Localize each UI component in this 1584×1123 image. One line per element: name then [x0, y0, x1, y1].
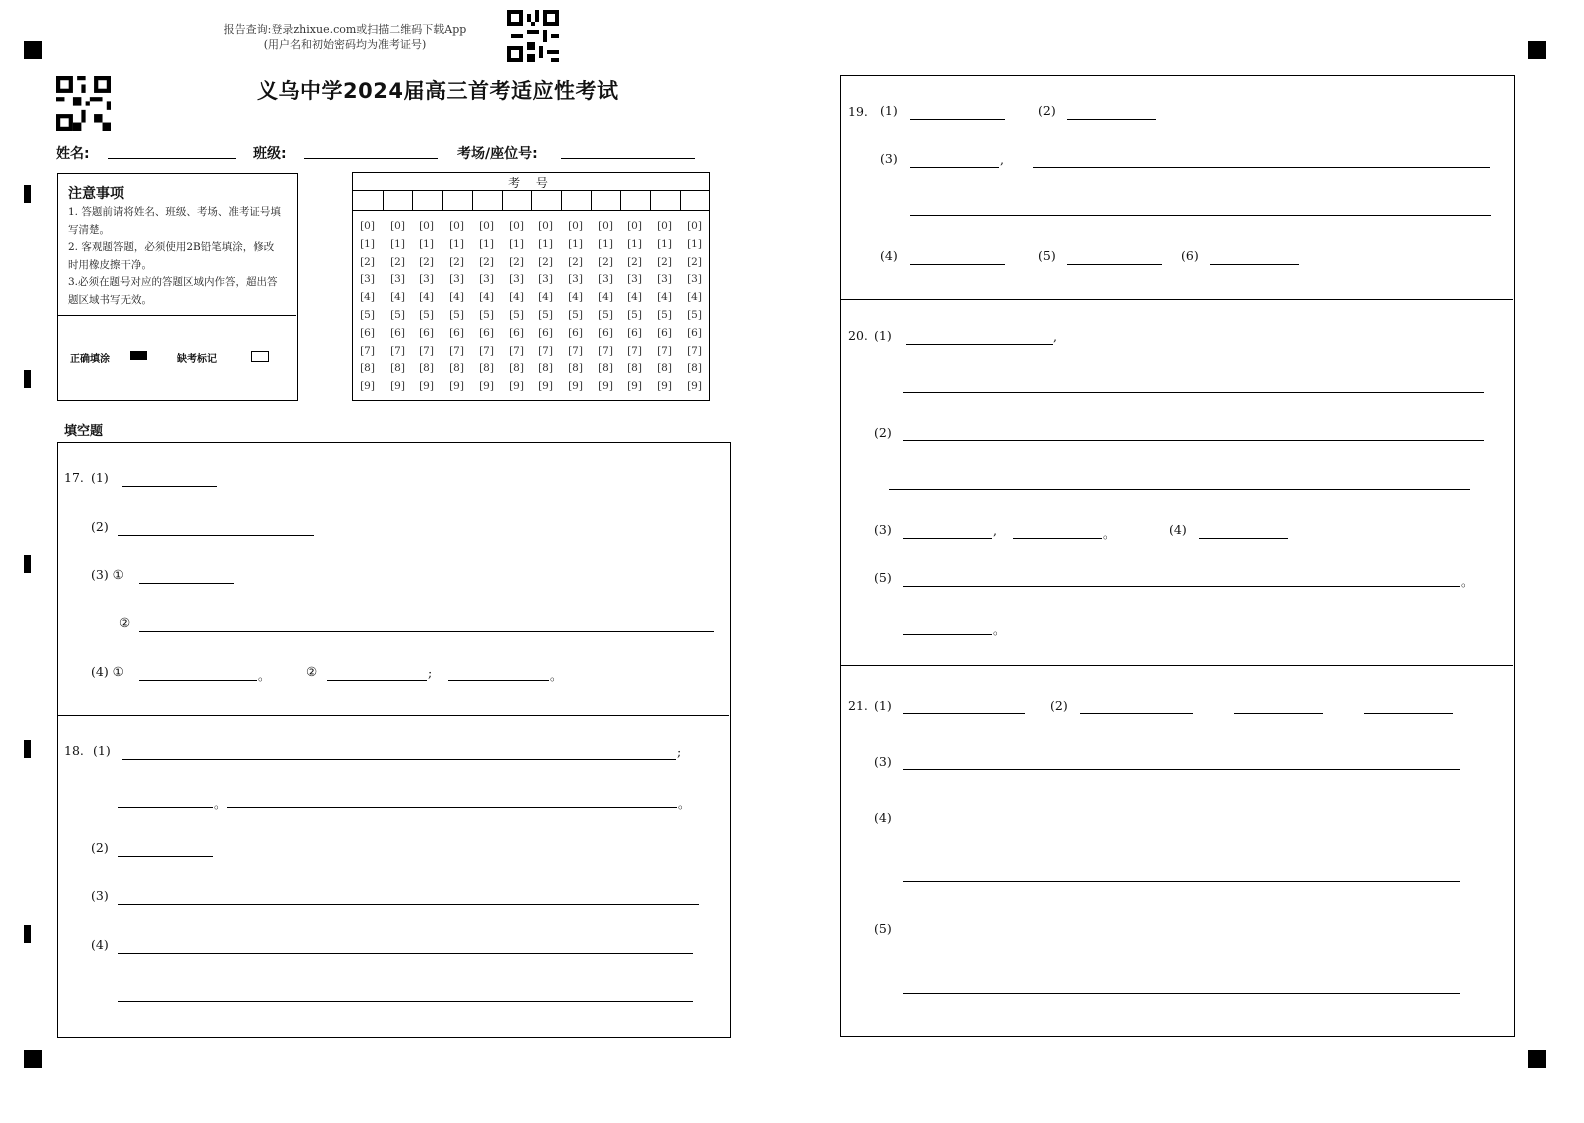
digit-bubble[interactable]: [2] [509, 255, 524, 268]
timing-mark [24, 370, 31, 388]
grid-column-divider [620, 190, 621, 210]
digit-bubble[interactable]: [4] [538, 291, 553, 304]
digit-bubble[interactable]: [9] [479, 380, 494, 393]
section-label: 填空题 [64, 424, 104, 439]
digit-bubble[interactable]: [1] [657, 237, 672, 250]
exam-number-column [412, 218, 441, 396]
period-mark: 。 [258, 668, 271, 683]
digit-bubble[interactable]: [6] [360, 326, 375, 339]
digit-bubble[interactable]: [3] [390, 273, 405, 286]
q18-number: 18. [64, 743, 84, 758]
q17-part3b-blank[interactable] [139, 631, 714, 632]
digit-bubble[interactable]: [9] [509, 380, 524, 393]
q21-part3-label: (3) [874, 754, 892, 769]
qr-code-student [56, 76, 111, 131]
comma-mark: , [1053, 329, 1057, 344]
digit-bubble[interactable]: [7] [479, 344, 494, 357]
digit-bubble[interactable]: [1] [390, 237, 405, 250]
q19-part6-blank[interactable] [1210, 264, 1299, 265]
digit-bubble[interactable]: [2] [627, 255, 642, 268]
digit-bubble[interactable]: [5] [360, 308, 375, 321]
digit-bubble[interactable]: [1] [627, 237, 642, 250]
report-query-line2: (用户名和初始密码均为准考证号) [263, 38, 427, 51]
timing-mark [24, 185, 31, 203]
correct-fill-sample [130, 351, 147, 360]
timing-mark [24, 925, 31, 943]
digit-bubble[interactable]: [8] [627, 362, 642, 375]
timing-mark [24, 555, 31, 573]
digit-bubble[interactable]: [6] [598, 326, 613, 339]
q21-part5-label: (5) [874, 921, 892, 936]
q20-part2-label: (2) [874, 425, 892, 440]
name-label: 姓名: [56, 146, 90, 162]
grid-column-divider [591, 190, 592, 210]
digit-bubble[interactable]: [6] [657, 326, 672, 339]
digit-bubble[interactable]: [0] [657, 220, 672, 232]
digit-bubble[interactable]: [5] [657, 308, 672, 321]
timing-mark [24, 740, 31, 758]
q19-part2-blank[interactable] [1067, 119, 1156, 120]
digit-bubble[interactable]: [7] [568, 344, 583, 357]
semicolon-mark: ; [677, 744, 682, 759]
q18-part2-blank[interactable] [118, 856, 213, 857]
q20-part4-label: (4) [1169, 522, 1187, 537]
notice-title: 注意事项 [68, 186, 124, 202]
digit-bubble[interactable]: [8] [538, 362, 553, 375]
absent-mark-label: 缺考标记 [177, 354, 217, 365]
digit-bubble[interactable]: [7] [390, 344, 405, 357]
digit-bubble[interactable]: [7] [509, 344, 524, 357]
absent-mark-checkbox[interactable] [251, 351, 269, 362]
q19-part1-blank[interactable] [910, 119, 1005, 120]
q21-part3-blank[interactable] [903, 769, 1460, 770]
digit-bubble[interactable]: [1] [509, 237, 524, 250]
grid-column-divider [650, 190, 651, 210]
grid-column-divider [442, 190, 443, 210]
digit-bubble[interactable]: [6] [568, 326, 583, 339]
digit-bubble[interactable]: [5] [449, 308, 464, 321]
digit-bubble[interactable]: [4] [509, 291, 524, 304]
digit-bubble[interactable]: [4] [479, 291, 494, 304]
registration-mark-top-left [24, 41, 42, 59]
digit-bubble[interactable]: [0] [479, 220, 494, 232]
digit-bubble[interactable]: [9] [449, 380, 464, 393]
grid-divider [353, 210, 709, 211]
q19-part2-label: (2) [1038, 103, 1056, 118]
exam-number-column [591, 218, 620, 396]
q20-part3-label: (3) [874, 522, 892, 537]
q21-part2-label: (2) [1050, 698, 1068, 713]
period-mark: 。 [1103, 526, 1116, 541]
digit-bubble[interactable]: [8] [390, 362, 405, 375]
q18-part3-blank[interactable] [118, 904, 699, 905]
name-field[interactable] [108, 158, 236, 159]
digit-bubble[interactable]: [2] [598, 255, 613, 268]
q17-part3b-label: ② [119, 615, 131, 630]
q20-part3b-blank[interactable] [1013, 538, 1102, 539]
digit-bubble[interactable]: [3] [687, 273, 702, 286]
grid-column-divider [383, 190, 384, 210]
digit-bubble[interactable]: [1] [538, 237, 553, 250]
comma-mark: , [1000, 152, 1004, 167]
digit-bubble[interactable]: [8] [449, 362, 464, 375]
q20-part4-blank[interactable] [1199, 538, 1288, 539]
q18-part2-label: (2) [91, 840, 109, 855]
digit-bubble[interactable]: [8] [479, 362, 494, 375]
room-seat-field[interactable] [561, 158, 695, 159]
q20-q21-divider [841, 665, 1513, 666]
digit-bubble[interactable]: [4] [360, 291, 375, 304]
digit-bubble[interactable]: [6] [449, 326, 464, 339]
q20-number: 20. [848, 328, 868, 343]
q19-part6-label: (6) [1181, 248, 1199, 263]
digit-bubble[interactable]: [3] [627, 273, 642, 286]
q21-part2c-blank[interactable] [1364, 713, 1453, 714]
q17-part4b-label: ② [306, 664, 318, 679]
q17-part3a-blank[interactable] [139, 583, 234, 584]
digit-bubble[interactable]: [9] [627, 380, 642, 393]
q17-part2-label: (2) [91, 519, 109, 534]
digit-bubble[interactable]: [4] [390, 291, 405, 304]
digit-bubble[interactable]: [1] [687, 237, 702, 250]
digit-bubble[interactable]: [2] [538, 255, 553, 268]
grid-column-divider [561, 190, 562, 210]
notice-divider [58, 315, 296, 316]
digit-bubble[interactable]: [8] [419, 362, 434, 375]
exam-number-column [531, 218, 560, 396]
digit-bubble[interactable]: [9] [598, 380, 613, 393]
digit-bubble[interactable]: [9] [419, 380, 434, 393]
digit-bubble[interactable]: [2] [568, 255, 583, 268]
exam-number-column [680, 218, 709, 396]
digit-bubble[interactable]: [4] [419, 291, 434, 304]
digit-bubble[interactable]: [8] [598, 362, 613, 375]
digit-bubble[interactable]: [2] [479, 255, 494, 268]
grid-column-divider [680, 190, 681, 210]
registration-mark-top-right [1528, 41, 1546, 59]
digit-bubble[interactable]: [6] [538, 326, 553, 339]
q21-part1-blank[interactable] [903, 713, 1025, 714]
digit-bubble[interactable]: [3] [449, 273, 464, 286]
digit-bubble[interactable]: [4] [449, 291, 464, 304]
q21-number: 21. [848, 698, 868, 713]
digit-bubble[interactable]: [9] [360, 380, 375, 393]
q20-part3a-blank[interactable] [903, 538, 992, 539]
q18-part1b-blank[interactable] [118, 807, 213, 808]
exam-number-column [561, 218, 590, 396]
digit-bubble[interactable]: [1] [598, 237, 613, 250]
grid-column-divider [502, 190, 503, 210]
exam-number-column [353, 218, 382, 396]
exam-number-grid [352, 172, 710, 401]
q18-part3-label: (3) [91, 888, 109, 903]
digit-bubble[interactable]: [7] [598, 344, 613, 357]
digit-bubble[interactable]: [1] [360, 237, 375, 250]
q20-part1b-blank[interactable] [903, 392, 1484, 393]
digit-bubble[interactable]: [2] [360, 255, 375, 268]
digit-bubble[interactable]: [0] [509, 220, 524, 232]
digit-bubble[interactable]: [4] [687, 291, 702, 304]
q19-part4-label: (4) [880, 248, 898, 263]
period-mark: 。 [1461, 574, 1474, 589]
notice-item: 1. 答题前请将姓名、班级、考场、准考证号填写清楚。 [68, 206, 281, 236]
digit-bubble[interactable]: [0] [419, 220, 434, 232]
digit-bubble[interactable]: [6] [687, 326, 702, 339]
digit-bubble[interactable]: [2] [390, 255, 405, 268]
digit-bubble[interactable]: [6] [627, 326, 642, 339]
digit-bubble[interactable]: [4] [627, 291, 642, 304]
digit-bubble[interactable]: [5] [687, 308, 702, 321]
q17-part2-blank[interactable] [118, 535, 314, 536]
digit-bubble[interactable]: [5] [627, 308, 642, 321]
digit-bubble[interactable]: [0] [627, 220, 642, 232]
q19-part3-label: (3) [880, 151, 898, 166]
q19-part3c-blank[interactable] [910, 215, 1491, 216]
q20-part5b-blank[interactable] [903, 634, 992, 635]
digit-bubble[interactable]: [8] [657, 362, 672, 375]
registration-mark-bottom-left [24, 1050, 42, 1068]
digit-bubble[interactable]: [9] [657, 380, 672, 393]
report-query-note [200, 22, 490, 52]
digit-bubble[interactable]: [2] [449, 255, 464, 268]
digit-bubble[interactable]: [1] [479, 237, 494, 250]
digit-bubble[interactable]: [1] [449, 237, 464, 250]
digit-bubble[interactable]: [9] [568, 380, 583, 393]
digit-bubble[interactable]: [1] [568, 237, 583, 250]
digit-bubble[interactable]: [6] [509, 326, 524, 339]
correct-fill-label: 正确填涂 [70, 354, 110, 365]
exam-number-column [620, 218, 649, 396]
q17-part4b-blank[interactable] [327, 680, 427, 681]
q20-part5-label: (5) [874, 570, 892, 585]
q21-part2b-blank[interactable] [1234, 713, 1323, 714]
page-title: 义乌中学2024届高三首考适应性考试 [257, 79, 619, 103]
digit-bubble[interactable]: [5] [598, 308, 613, 321]
exam-number-column [650, 218, 679, 396]
qr-code-download-app[interactable] [507, 10, 559, 62]
digit-bubble[interactable]: [8] [568, 362, 583, 375]
digit-bubble[interactable]: [6] [479, 326, 494, 339]
digit-bubble[interactable]: [7] [538, 344, 553, 357]
digit-bubble[interactable]: [5] [390, 308, 405, 321]
q21-part2a-blank[interactable] [1080, 713, 1193, 714]
q19-part5-blank[interactable] [1067, 264, 1162, 265]
q20-part5a-blank[interactable] [903, 586, 1460, 587]
digit-bubble[interactable]: [1] [419, 237, 434, 250]
q20-part1a-blank[interactable] [906, 344, 1053, 345]
digit-bubble[interactable]: [7] [449, 344, 464, 357]
digit-bubble[interactable]: [3] [598, 273, 613, 286]
q19-part5-label: (5) [1038, 248, 1056, 263]
digit-bubble[interactable]: [5] [419, 308, 434, 321]
class-label: 班级: [253, 146, 287, 162]
digit-bubble[interactable]: [5] [479, 308, 494, 321]
q17-part4a-blank[interactable] [139, 680, 257, 681]
digit-bubble[interactable]: [0] [568, 220, 583, 232]
period-mark: 。 [214, 796, 227, 811]
digit-bubble[interactable]: [9] [390, 380, 405, 393]
digit-bubble[interactable]: [0] [598, 220, 613, 232]
q21-part1-label: (1) [874, 698, 892, 713]
digit-bubble[interactable]: [4] [568, 291, 583, 304]
digit-bubble[interactable]: [0] [390, 220, 405, 232]
q20-part1-label: (1) [874, 328, 892, 343]
digit-bubble[interactable]: [2] [419, 255, 434, 268]
room-seat-label: 考场/座位号: [457, 146, 538, 162]
digit-bubble[interactable]: [2] [687, 255, 702, 268]
q18-part1c-blank[interactable] [227, 807, 677, 808]
digit-bubble[interactable]: [7] [627, 344, 642, 357]
q19-part3a-blank[interactable] [910, 167, 999, 168]
notice-box [57, 173, 298, 401]
q18-part4a-blank[interactable] [118, 953, 693, 954]
grid-column-divider [472, 190, 473, 210]
digit-bubble[interactable]: [9] [538, 380, 553, 393]
digit-bubble[interactable]: [0] [538, 220, 553, 232]
digit-bubble[interactable]: [6] [390, 326, 405, 339]
q18-part1-label: (1) [93, 743, 111, 758]
digit-bubble[interactable]: [5] [568, 308, 583, 321]
q21-part4-blank[interactable] [903, 881, 1460, 882]
digit-bubble[interactable]: [3] [479, 273, 494, 286]
digit-bubble[interactable]: [3] [568, 273, 583, 286]
q17-number: 17. [64, 470, 84, 485]
q17-part3-label: (3) ① [91, 567, 124, 582]
q17-part4c-blank[interactable] [448, 680, 549, 681]
notice-item: 2. 客观题答题，必须使用2B铅笔填涂，修改时用橡皮擦干净。 [68, 241, 275, 271]
q21-part5-blank[interactable] [903, 993, 1460, 994]
exam-number-column [502, 218, 531, 396]
digit-bubble[interactable]: [7] [687, 344, 702, 357]
exam-number-column [472, 218, 501, 396]
q17-part1-blank[interactable] [122, 486, 217, 487]
period-mark: 。 [678, 796, 691, 811]
q19-part1-label: (1) [880, 103, 898, 118]
q20-part2a-blank[interactable] [903, 440, 1484, 441]
digit-bubble[interactable]: [3] [657, 273, 672, 286]
notice-item: 3.必须在题号对应的答题区域内作答，超出答题区域书写无效。 [68, 276, 278, 306]
q18-part4b-blank[interactable] [118, 1001, 693, 1002]
period-mark: 。 [550, 668, 563, 683]
q21-part4-label: (4) [874, 810, 892, 825]
registration-mark-bottom-right [1528, 1050, 1546, 1068]
digit-bubble[interactable]: [0] [360, 220, 375, 232]
exam-number-column [442, 218, 471, 396]
q19-part4-blank[interactable] [910, 264, 1005, 265]
digit-bubble[interactable]: [7] [657, 344, 672, 357]
digit-bubble[interactable]: [0] [687, 220, 702, 232]
period-mark: 。 [993, 622, 1006, 637]
report-query-line1: 报告查询:登录zhixue.com或扫描二维码下载App [223, 23, 467, 36]
grid-column-divider [412, 190, 413, 210]
digit-bubble[interactable]: [5] [538, 308, 553, 321]
comma-mark: , [993, 523, 997, 538]
digit-bubble[interactable]: [2] [657, 255, 672, 268]
grid-column-divider [531, 190, 532, 210]
notice-items [68, 204, 282, 309]
class-field[interactable] [304, 158, 438, 159]
digit-bubble[interactable]: [7] [360, 344, 375, 357]
q19-q20-divider [841, 299, 1513, 300]
q18-part4-label: (4) [91, 937, 109, 952]
q18-part1a-blank[interactable] [122, 759, 676, 760]
semicolon-mark: ; [428, 665, 433, 680]
digit-bubble[interactable]: [6] [419, 326, 434, 339]
digit-bubble[interactable]: [3] [419, 273, 434, 286]
q17-part4-label: (4) ① [91, 664, 124, 679]
q19-number: 19. [848, 104, 868, 119]
q19-part3b-blank[interactable] [1033, 167, 1490, 168]
digit-bubble[interactable]: [7] [419, 344, 434, 357]
digit-bubble[interactable]: [8] [509, 362, 524, 375]
digit-bubble[interactable]: [3] [360, 273, 375, 286]
digit-bubble[interactable]: [3] [509, 273, 524, 286]
digit-bubble[interactable]: [8] [687, 362, 702, 375]
digit-bubble[interactable]: [0] [449, 220, 464, 232]
digit-bubble[interactable]: [5] [509, 308, 524, 321]
answer-box-19-21 [840, 75, 1515, 1037]
digit-bubble[interactable]: [8] [360, 362, 375, 375]
digit-bubble[interactable]: [4] [657, 291, 672, 304]
digit-bubble[interactable]: [4] [598, 291, 613, 304]
exam-number-column [383, 218, 412, 396]
q20-part2b-blank[interactable] [889, 489, 1470, 490]
q17-part1-label: (1) [91, 470, 109, 485]
digit-bubble[interactable]: [3] [538, 273, 553, 286]
q17-q18-divider [58, 715, 729, 716]
digit-bubble[interactable]: [9] [687, 380, 702, 393]
exam-number-label: 考 号 [508, 176, 554, 190]
answer-box-17-18 [57, 442, 731, 1038]
